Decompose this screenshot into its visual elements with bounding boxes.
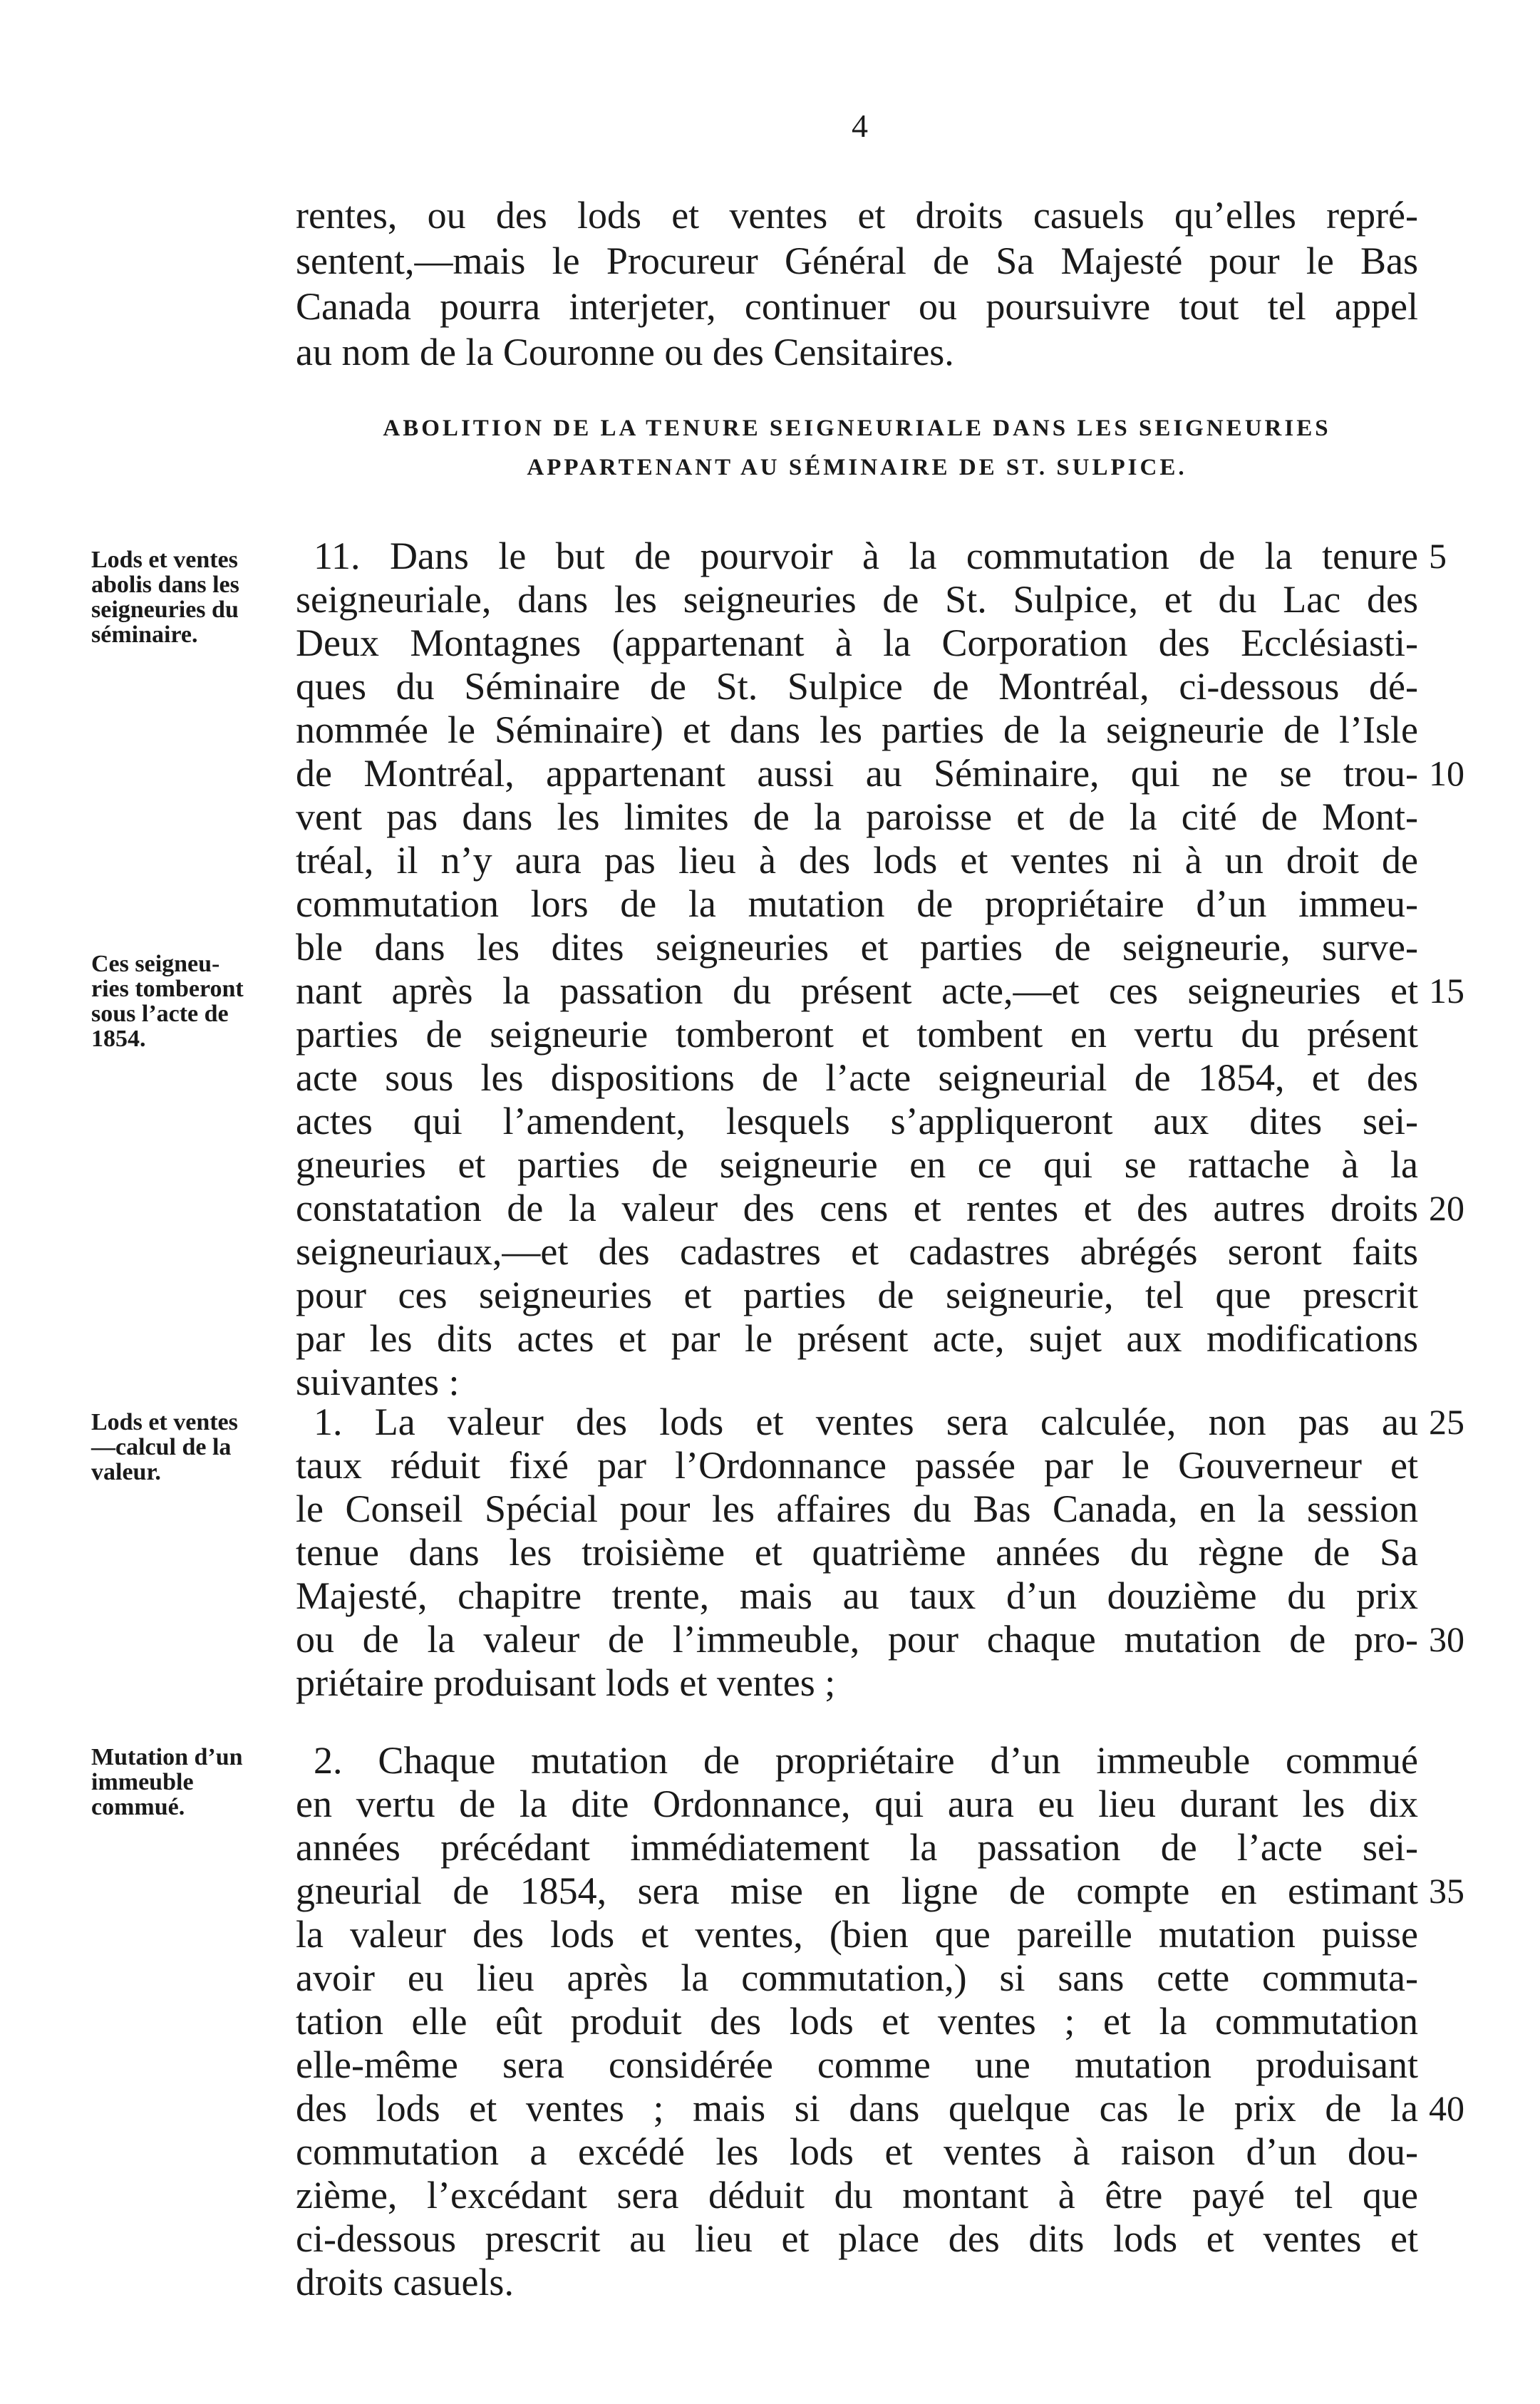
margin-note-line: 1854. — [91, 1026, 146, 1052]
item-2-line: droits casuels. — [296, 2261, 514, 2304]
margin-note-line: immeuble — [91, 1769, 194, 1795]
item-1-line: priétaire produisant lods et ventes ; — [296, 1661, 836, 1704]
margin-note-acte-1854 — [91, 951, 284, 1051]
item-1-line: taux réduit fixé par l’Ordonnance passée par le Gouverneur et — [296, 1444, 1418, 1487]
section-11-line: tréal, il n’y aura pas lieu à des lods et ventes ni à un droit de — [296, 839, 1418, 882]
margin-note-line: séminaire. — [91, 621, 198, 648]
item-1-line: 1. La valeur des lods et ventes sera calculée, non pas au — [314, 1400, 1418, 1443]
item-2-line: gneurial de 1854, sera mise en ligne de compte en estimant — [296, 1869, 1418, 1912]
section-11-line: Deux Montagnes (appartenant à la Corporation des Ecclésiasti- — [296, 621, 1418, 664]
margin-note-line: Mutation d’un — [91, 1744, 243, 1770]
section-11-line: seigneuriaux,—et des cadastres et cadastres abrégés seront faits — [296, 1230, 1418, 1273]
margin-note-lods-abolis — [91, 547, 284, 647]
line-number: 15 — [1429, 971, 1464, 1011]
margin-note-line: Lods et ventes — [91, 547, 238, 573]
margin-note-mutation-commue — [91, 1745, 284, 1820]
item-2-line: commutation a excédé les lods et ventes à raison d’un dou- — [296, 2130, 1418, 2173]
section-11-line: de Montréal, appartenant aussi au Séminaire, qui ne se trou- — [296, 752, 1418, 795]
item-1-line: ou de la valeur de l’immeuble, pour chaque mutation de pro- — [296, 1618, 1418, 1661]
line-number: 25 — [1429, 1402, 1464, 1442]
section-11-line: nommée le Séminaire) et dans les parties de la seigneurie de l’Isle — [296, 708, 1418, 751]
margin-note-line: valeur. — [91, 1459, 161, 1485]
item-1-line: Majesté, chapitre trente, mais au taux d’un douzième du prix — [296, 1574, 1418, 1617]
section-heading: APPARTENANT AU SÉMINAIRE DE ST. SULPICE. — [527, 455, 1187, 480]
margin-note-line: abolis dans les — [91, 572, 239, 598]
margin-note-line: commué. — [91, 1794, 185, 1820]
item-2-line: ci-dessous prescrit au lieu et place des dits lods et ventes et — [296, 2217, 1418, 2260]
section-11-line: commutation lors de la mutation de propriétaire d’un immeu- — [296, 882, 1418, 925]
margin-note-line: seigneuries du — [91, 597, 239, 623]
line-number: 30 — [1429, 1619, 1464, 1659]
section-11-line: ques du Séminaire de St. Sulpice de Montréal, ci-dessous dé- — [296, 665, 1418, 708]
item-2-line: années précédant immédiatement la passation de l’acte sei- — [296, 1826, 1418, 1869]
line-number: 10 — [1429, 753, 1464, 793]
section-heading: ABOLITION DE LA TENURE SEIGNEURIALE DANS LES SEIGNEURIES — [383, 416, 1331, 441]
item-1-line: tenue dans les troisième et quatrième années du règne de Sa — [296, 1531, 1418, 1574]
intro-line: sentent,—mais le Procureur Général de Sa Majesté pour le Bas — [296, 239, 1418, 282]
section-11-line: 11. Dans le but de pourvoir à la commutation de la tenure — [314, 535, 1418, 577]
section-11-line: acte sous les dispositions de l’acte seigneurial de 1854, et des — [296, 1056, 1418, 1099]
section-11-line: gneuries et parties de seigneurie en ce qui se rattache à la — [296, 1143, 1418, 1186]
margin-note-calcul-valeur — [91, 1410, 284, 1485]
section-11-line: seigneuriale, dans les seigneuries de St. Sulpice, et du Lac des — [296, 578, 1418, 621]
margin-note-line: —calcul de la — [91, 1434, 232, 1460]
section-11-line: vent pas dans les limites de la paroisse et de la cité de Mont- — [296, 795, 1418, 838]
section-11-line: nant après la passation du présent acte,—et ces seigneuries et — [296, 969, 1418, 1012]
line-number: 40 — [1429, 2088, 1464, 2128]
section-11-line: actes qui l’amendent, lesquels s’appliqueront aux dites sei- — [296, 1100, 1418, 1142]
margin-note-line: Lods et ventes — [91, 1409, 238, 1435]
section-11-line: pour ces seigneuries et parties de seigneurie, tel que prescrit — [296, 1274, 1418, 1316]
section-11-line: parties de seigneurie tomberont et tombent en vertu du présent — [296, 1013, 1418, 1056]
margin-note-line: Ces seigneu- — [91, 951, 220, 977]
intro-line: Canada pourra interjeter, continuer ou poursuivre tout tel appel — [296, 285, 1418, 328]
item-1-line: le Conseil Spécial pour les affaires du Bas Canada, en la session — [296, 1487, 1418, 1530]
margin-note-line: sous l’acte de — [91, 1001, 229, 1027]
item-2-line: avoir eu lieu après la commutation,) si sans cette commuta- — [296, 1956, 1418, 1999]
section-11-line: par les dits actes et par le présent acte, sujet aux modifications — [296, 1317, 1418, 1360]
margin-note-line: ries tomberont — [91, 976, 244, 1002]
intro-line: rentes, ou des lods et ventes et droits casuels qu’elles repré- — [296, 194, 1418, 237]
item-2-line: tation elle eût produit des lods et ventes ; et la commutation — [296, 2000, 1418, 2043]
item-2-line: zième, l’excédant sera déduit du montant à être payé tel que — [296, 2174, 1418, 2217]
section-11-line: constatation de la valeur des cens et rentes et des autres droits — [296, 1187, 1418, 1229]
line-number: 35 — [1429, 1871, 1464, 1911]
item-2-line: 2. Chaque mutation de propriétaire d’un immeuble commué — [314, 1739, 1418, 1782]
item-2-line: elle-même sera considérée comme une mutation produisant — [296, 2043, 1418, 2086]
line-number: 20 — [1429, 1188, 1464, 1228]
section-11-line: suivantes : — [296, 1361, 460, 1403]
item-2-line: en vertu de la dite Ordonnance, qui aura eu lieu durant les dix — [296, 1783, 1418, 1825]
item-2-line: la valeur des lods et ventes, (bien que pareille mutation puisse — [296, 1913, 1418, 1956]
section-11-line: ble dans les dites seigneuries et parties de seigneurie, surve- — [296, 926, 1418, 969]
line-number: 5 — [1429, 536, 1447, 576]
intro-line: au nom de la Couronne ou des Censitaires. — [296, 331, 954, 373]
page-number: 4 — [852, 108, 868, 144]
item-2-line: des lods et ventes ; mais si dans quelque cas le prix de la — [296, 2087, 1418, 2130]
